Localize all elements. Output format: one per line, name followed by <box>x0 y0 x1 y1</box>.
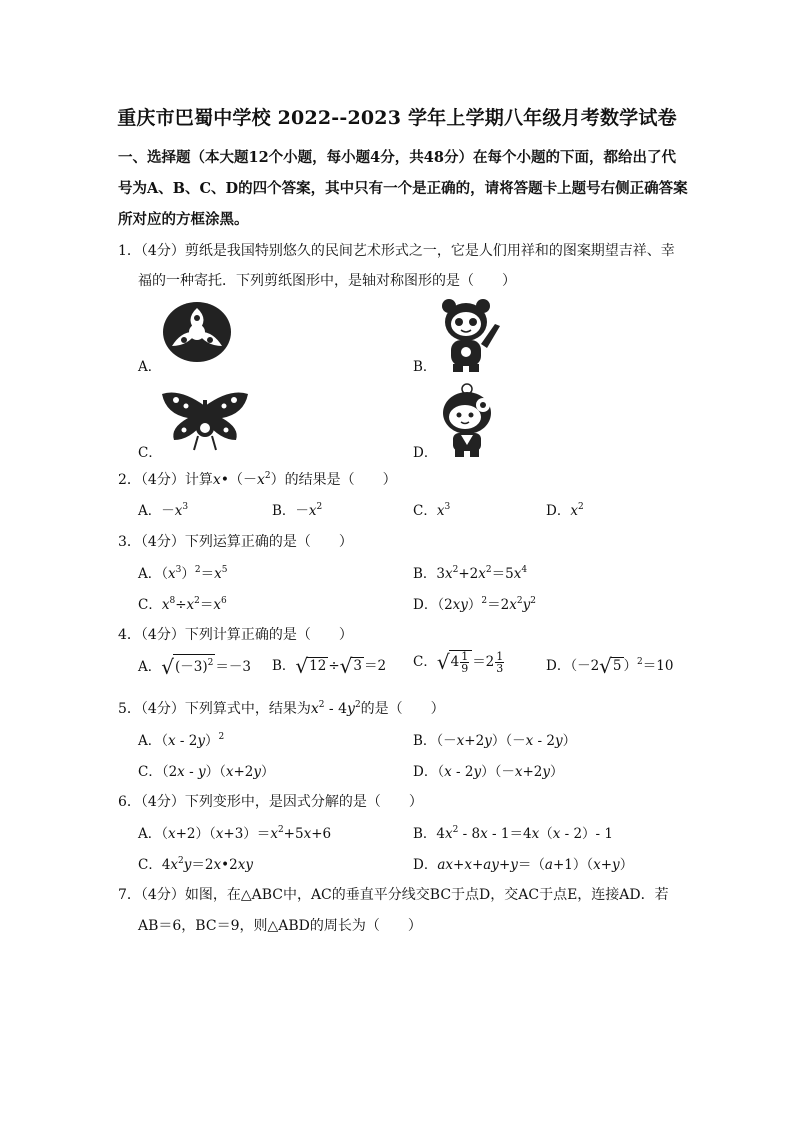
q1-option-d-label: D． <box>413 445 438 461</box>
q5-option-c: C．（2x - y）（x+2y） <box>138 764 275 780</box>
q1-stem-line1: 1．（4分）剪纸是我国特别悠久的民间艺术形式之一，它是人们用祥和的图案期望吉祥、幸 <box>118 243 675 259</box>
q4-option-d: D．（－2√5 ）$^2$＝10 <box>546 654 674 678</box>
q2-stem: 2．（4分）计算$x•(-x^2)$的结果是（ ） <box>118 471 397 488</box>
section-instructions-line2: 号为A、B、C、D的四个答案，其中只有一个是正确的，请将答题卡上题号右侧正确答案 <box>118 180 688 197</box>
q5-option-a: A．（x - 2y）$^2$ <box>138 732 225 749</box>
q3-stem: 3．（4分）下列运算正确的是（ ） <box>118 534 353 550</box>
q5-option-b: B．（－x+2y）（－x - 2y） <box>413 733 577 749</box>
q1-stem-line2: 福的一种寄托．下列剪纸图形中，是轴对称图形的是（ ） <box>138 273 516 289</box>
q3-option-a: A．$(x^3)^2=x^5$ <box>138 565 228 582</box>
q6-option-b: B．$4x^2 - 8x - 1=4x(x - 2)-$ 1 <box>413 825 613 842</box>
q4-stem: 4．（4分）下列计算正确的是（ ） <box>118 627 353 643</box>
q7-stem-line2: AB＝6，BC＝9，则△ABD的周长为（ ） <box>138 918 422 934</box>
q1-papercut-d-image <box>437 381 497 459</box>
q1-option-b-label: B． <box>413 359 437 375</box>
q1-papercut-c-image <box>160 388 250 452</box>
q1-option-a-label: A． <box>138 359 162 375</box>
q5-stem: 5．（4分）下列算式中，结果为$x^2 - 4y^2$的是（ ） <box>118 700 445 717</box>
q2-option-c: C．$x^3$ <box>413 502 451 519</box>
section-instructions-line3: 所对应的方框涂黑。 <box>118 211 249 228</box>
q6-option-d: D．ax+x+ay+y＝（a+1）（x+y） <box>413 857 634 873</box>
q4-option-a: A．$√(-3)^2 =-3$ <box>138 655 251 679</box>
q3-option-d: D．$(2xy)^2=2x^2y^2$ <box>413 596 536 613</box>
q1-option-c-label: C． <box>138 445 162 461</box>
q5-option-d: D．（x - 2y）（－x+2y） <box>413 764 564 780</box>
q7-stem-line1: 7．（4分）如图，在△ABC中，AC的垂直平分线交BC于点D，交AC于点E，连接AD．若 <box>118 887 669 903</box>
q2-option-a: A．$-x^3$ <box>138 502 189 519</box>
q4-option-c: C．√4 $\frac{1}{9}$ ＝2 $\frac{1}{3}$ <box>413 650 504 675</box>
q2-option-d: D．$x^2$ <box>546 502 584 519</box>
section-instructions-line1: 一、选择题（本大题12个小题，每小题4分，共48分）在每个小题的下面，都给出了代 <box>118 149 676 166</box>
q4-option-b: B．√12 ÷√3 ＝2 <box>272 654 387 678</box>
q6-stem: 6．（4分）下列变形中，是因式分解的是（ ） <box>118 794 423 810</box>
q1-papercut-a-image <box>160 300 235 364</box>
exam-title: 重庆市巴蜀中学校 2022--2023 学年上学期八年级月考数学试卷 <box>117 107 677 129</box>
q6-option-a: A．$(x+2)(x+3)=x^2+5x+6$ <box>138 825 332 842</box>
q3-option-c: C．$x^8\div x^2=x^6$ <box>138 596 227 613</box>
q6-option-c: C．$4x^2y=2x•2xy$ <box>138 856 253 873</box>
q1-papercut-b-image <box>437 296 503 374</box>
q3-option-b: B．$3x^2+2x^2=5x^4$ <box>413 565 528 582</box>
q2-option-b: B．$-x^2$ <box>272 502 323 519</box>
